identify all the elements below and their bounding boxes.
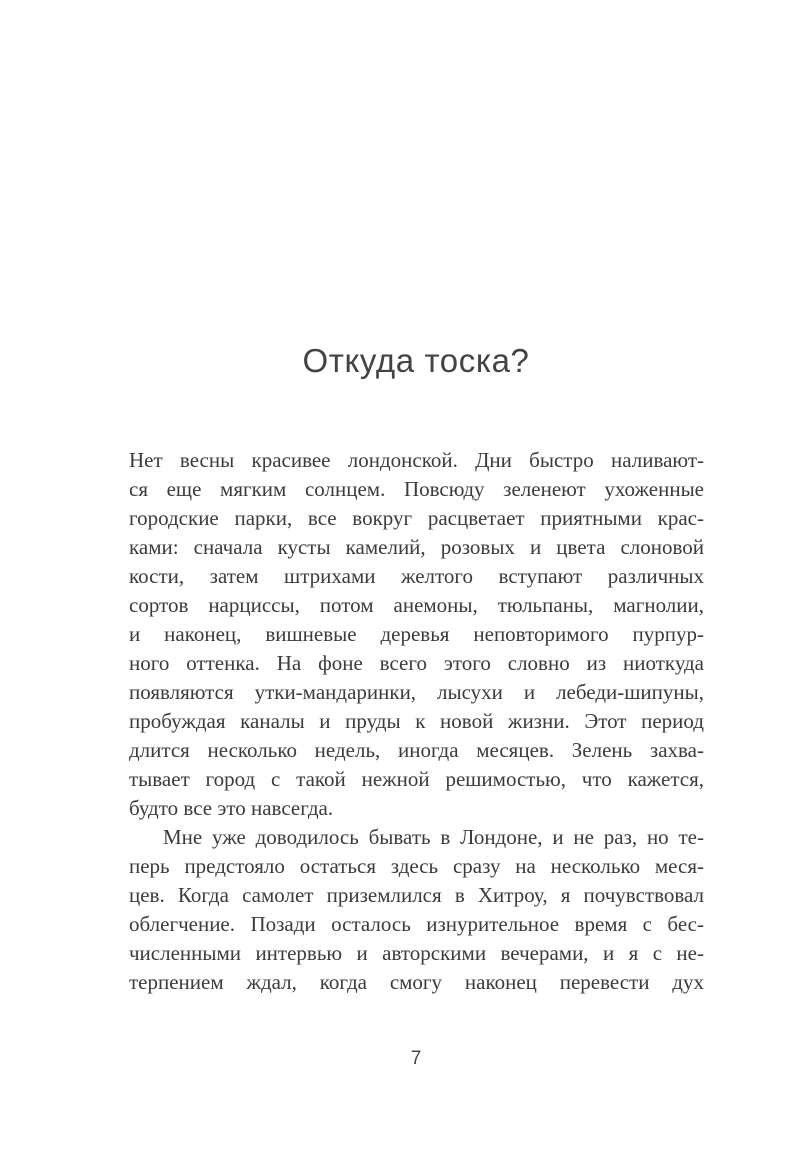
text-line: Мне уже доводилось бывать в Лондоне, и не раз, но те-: [163, 825, 704, 849]
text-line: кости, затем штрихами желтого вступают различных: [129, 564, 704, 588]
text-line: цев. Когда самолет приземлился в Хитроу, я почувствовал: [129, 883, 704, 907]
text-line: терпением ждал, когда смогу наконец перевести дух: [129, 970, 704, 994]
text-line: длится несколько недель, иногда месяцев. Зелень захва-: [129, 738, 704, 762]
chapter-title: Откуда тоска?: [302, 342, 530, 380]
text-line: появляются утки-мандаринки, лысухи и лебеди-шипуны,: [129, 680, 704, 704]
text-line: перь предстояло остаться здесь сразу на несколько меся-: [129, 854, 704, 878]
text-line: Нет весны красивее лондонской. Дни быстро наливают-: [129, 448, 704, 472]
text-line: ся еще мягким солнцем. Повсюду зеленеют ухоженные: [129, 477, 704, 501]
text-line: численными интервью и авторскими вечерами, и я с не-: [129, 941, 704, 965]
text-line: облегчение. Позади осталось изнурительное время с бес-: [129, 912, 704, 936]
text-line: тывает город с такой нежной решимостью, что кажется,: [129, 767, 704, 791]
text-line: ного оттенка. На фоне всего этого словно из ниоткуда: [129, 651, 704, 675]
text-line: сортов нарциссы, потом анемоны, тюльпаны, магнолии,: [129, 593, 704, 617]
text-line: ками: сначала кусты камелий, розовых и цвета слоновой: [129, 535, 704, 559]
text-line: городские парки, все вокруг расцветает приятными крас-: [129, 506, 704, 530]
text-line: будто все это навсегда.: [129, 796, 334, 820]
page-number: 7: [410, 1048, 422, 1069]
text-line: и наконец, вишневые деревья неповторимого пурпур-: [129, 622, 704, 646]
text-line: пробуждая каналы и пруды к новой жизни. Этот период: [129, 709, 704, 733]
body-text: [129, 446, 704, 997]
